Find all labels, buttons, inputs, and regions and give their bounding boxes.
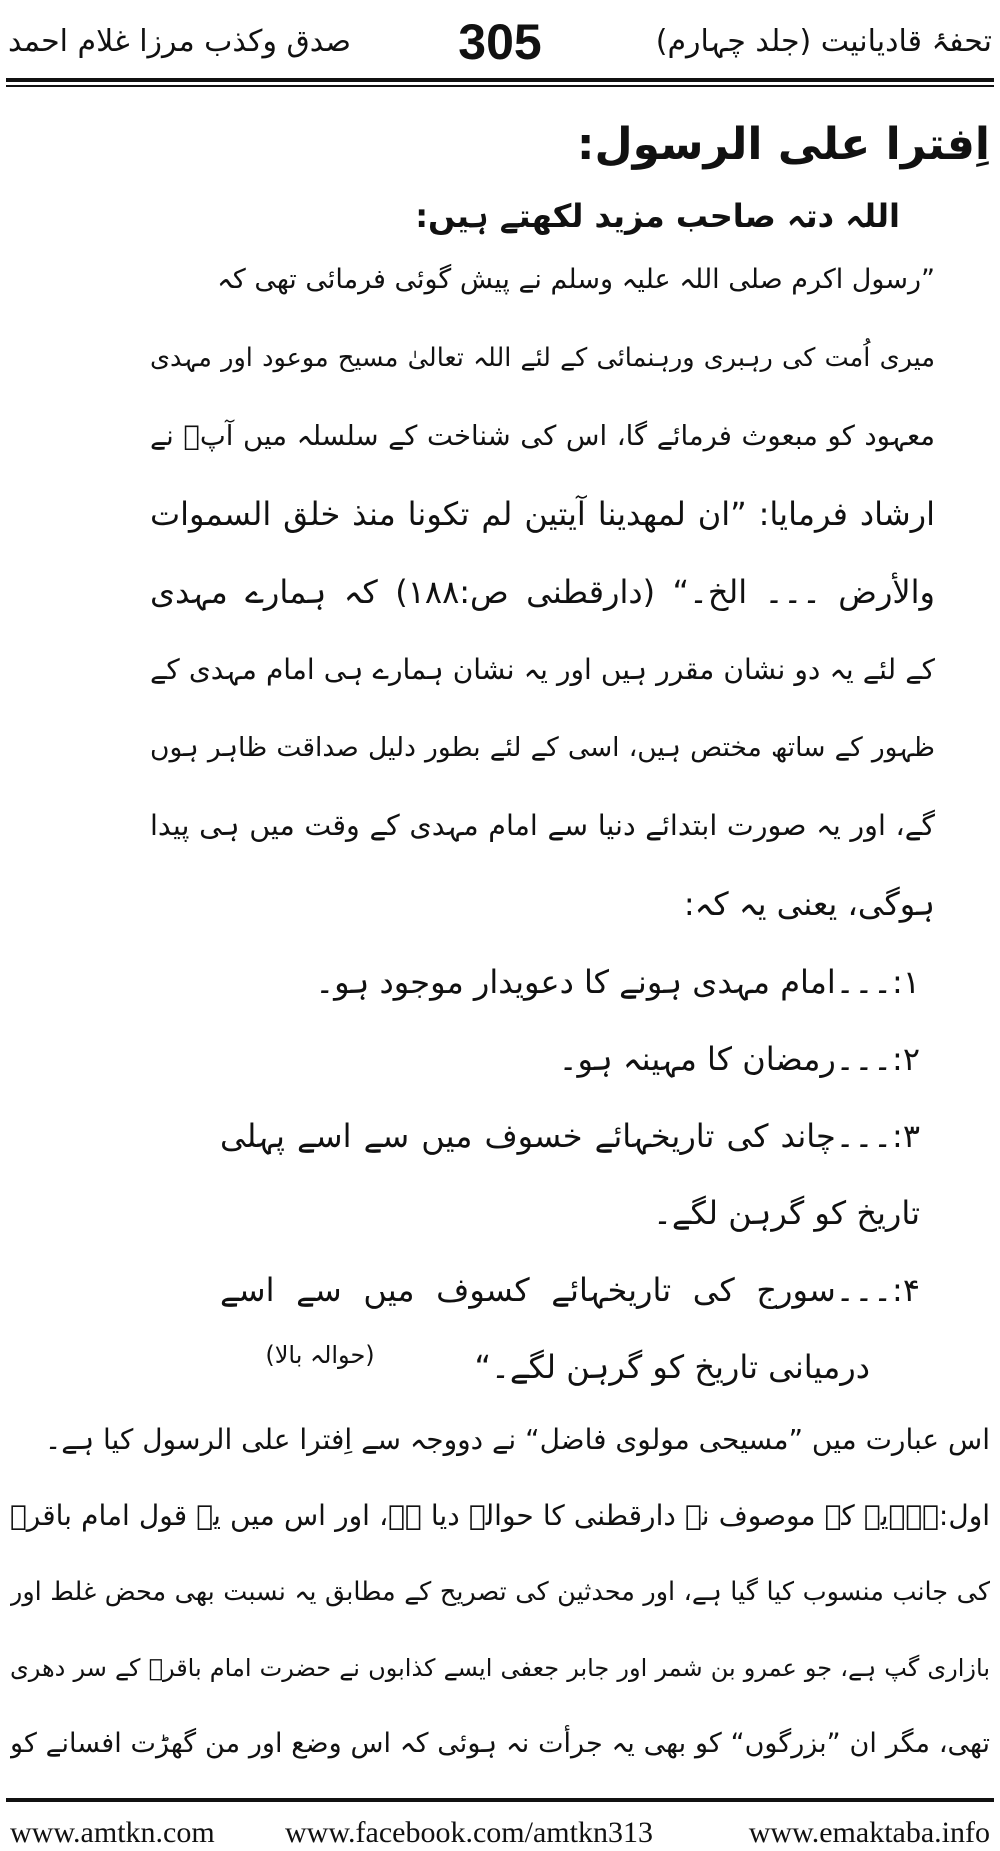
paragraph-line: بازاری گپ ہے، جو عمرو بن شمر اور جابر جعفی ایسے کذابوں نے حضرت امام باقرؒ کے سر دھری bbox=[10, 1654, 990, 1682]
header-rule bbox=[6, 78, 994, 82]
quote-line: ”رسول اکرم صلی اللہ علیہ وسلم نے پیش گوئی فرمائی تھی کہ bbox=[217, 264, 935, 295]
footer-link-facebook[interactable]: www.facebook.com/amtkn313 bbox=[285, 1816, 653, 1849]
chapter-title: صدق وکذب مرزا غلام احمد bbox=[8, 24, 351, 59]
quote-line: ظہور کے ساتھ مختص ہیں، اسی کے لئے بطور دلیل صداقت ظاہر ہوں bbox=[150, 732, 935, 763]
intro-line: اللہ دتہ صاحب مزید لکھتے ہیں: bbox=[415, 197, 900, 235]
list-item: تاریخ کو گرہن لگے۔ bbox=[653, 1194, 920, 1232]
quote-line: میری اُمت کی رہبری ورہنمائی کے لئے اللہ تعالیٰ مسیح موعود اور مہدی bbox=[150, 343, 935, 373]
quote-line: والأرض ۔۔۔ الخ۔“ (دارقطنی ص:۱۸۸) کہ ہمارے مہدی bbox=[150, 573, 935, 611]
list-item: ۱:۔۔۔امام مہدی ہونے کا دعویدار موجود ہو۔ bbox=[315, 963, 920, 1001]
quote-line: ارشاد فرمایا: ”ان لمهدينا آيتين لم تكونا منذ خلق السموات bbox=[150, 495, 935, 533]
paragraph-line: تھی، مگر ان ”بزرگوں“ کو بھی یہ جرأت نہ ہوئی کہ اس وضع اور من گھڑت افسانے کو bbox=[10, 1728, 990, 1759]
list-item: ۴:۔۔۔سورج کی تاریخہائے کسوف میں سے اسے bbox=[220, 1271, 920, 1309]
page-number: 305 bbox=[458, 14, 542, 70]
list-item: ۲:۔۔۔رمضان کا مہینہ ہو۔ bbox=[558, 1040, 920, 1078]
quote-line: کے لئے یہ دو نشان مقرر ہیں اور یہ نشان ہمارے ہی امام مہدی کے bbox=[150, 653, 935, 686]
paragraph-line: کی جانب منسوب کیا گیا ہے، اور محدثین کی تصریح کے مطابق یہ نسبت بھی محض غلط اور bbox=[10, 1577, 990, 1607]
quote-line: معہود کو مبعوث فرمائے گا، اس کی شناخت کے سلسلہ میں آپؐ نے bbox=[150, 420, 935, 452]
list-item: درمیانی تاریخ کو گرہن لگے۔“ bbox=[474, 1348, 870, 1386]
section-heading: اِفترا علی الرسول: bbox=[576, 119, 990, 170]
footer-rule bbox=[6, 1798, 994, 1802]
header-rule-thin bbox=[6, 85, 994, 87]
book-title: تحفۂ قادیانیت (جلد چہارم) bbox=[655, 24, 992, 59]
quote-line: گے، اور یہ صورت ابتدائے دنیا سے امام مہدی کے وقت میں ہی پیدا bbox=[150, 809, 935, 842]
quote-line: ہوگی، یعنی یہ کہ: bbox=[683, 885, 935, 923]
list-item: ۳:۔۔۔چاند کی تاریخہائے خسوف میں سے اسے پہلی bbox=[220, 1117, 920, 1155]
footer-link-amtkn[interactable]: www.amtkn.com bbox=[10, 1816, 215, 1849]
paragraph-line: اول:۔۔۔یہ کہ موصوف نے دارقطنی کا حوالہ دیا ہے، اور اس میں یہ قول امام باقرؒ bbox=[10, 1499, 990, 1532]
footer-link-emaktaba[interactable]: www.emaktaba.info bbox=[748, 1816, 990, 1849]
paragraph-line: اس عبارت میں ”مسیحی مولوی فاضل“ نے دووجہ سے اِفترا علی الرسول کیا ہے۔ bbox=[44, 1423, 990, 1456]
reference-note: (حوالہ بالا) bbox=[265, 1341, 375, 1369]
